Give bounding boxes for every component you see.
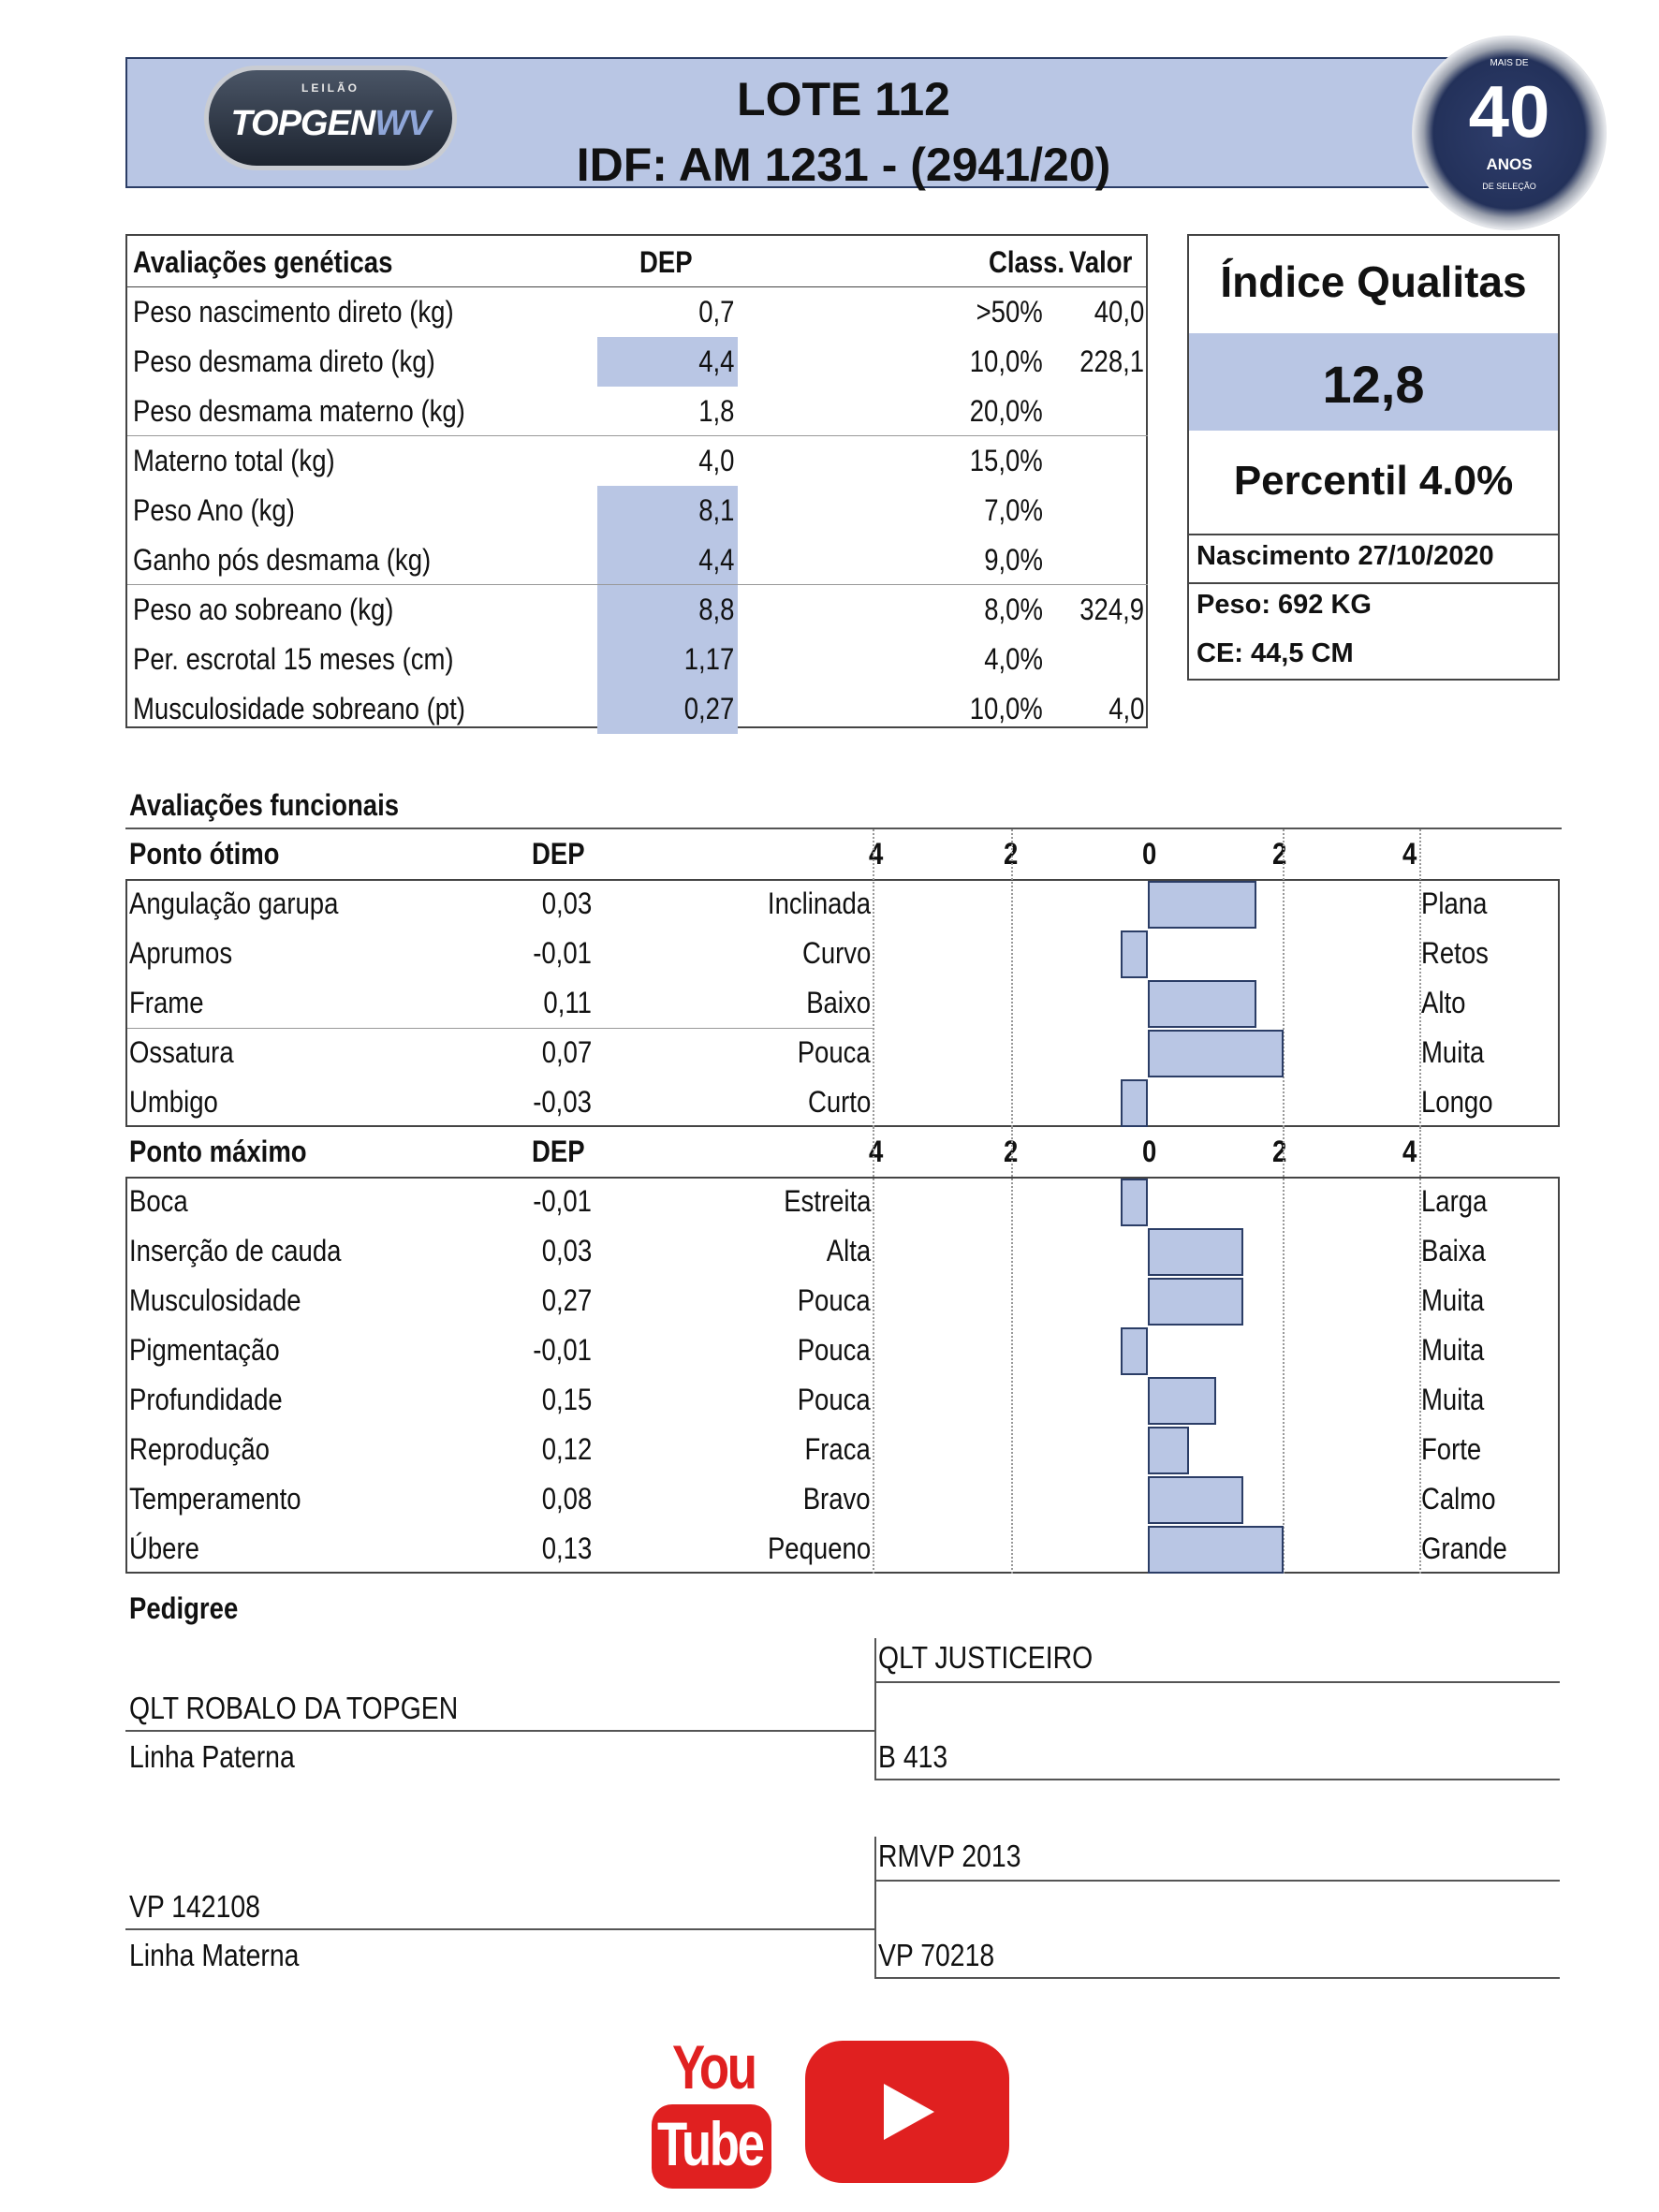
functional-row-left-label: Estreita bbox=[783, 1184, 871, 1218]
genetic-row-name: Musculosidade sobreano (pt) bbox=[133, 692, 465, 725]
otimo-title: Ponto ótimo bbox=[129, 837, 280, 871]
maximo-title: Ponto máximo bbox=[129, 1135, 307, 1168]
otimo-scale-tick: 4 bbox=[1402, 837, 1417, 871]
seal-number: 40 bbox=[1468, 70, 1550, 153]
functional-row-name: Boca bbox=[129, 1184, 188, 1218]
sire-line-label: Linha Paterna bbox=[129, 1739, 295, 1774]
genetic-header-title: Avaliações genéticas bbox=[133, 245, 393, 279]
otimo-scale-tick: 2 bbox=[1004, 837, 1019, 871]
dam-name: VP 142108 bbox=[129, 1889, 260, 1924]
otimo-dep-label: DEP bbox=[532, 837, 585, 871]
functional-row-right-label: Baixa bbox=[1421, 1234, 1486, 1267]
percentile: Percentil 4.0% bbox=[1233, 458, 1514, 504]
functional-row-left-label: Bravo bbox=[803, 1482, 871, 1516]
functional-row-dep: 0,15 bbox=[541, 1383, 592, 1416]
genetic-row-class: 15,0% bbox=[969, 444, 1043, 477]
functional-row-left-label: Pouca bbox=[797, 1035, 871, 1069]
functional-row-right-label: Larga bbox=[1421, 1184, 1488, 1218]
functional-row-name: Úbere bbox=[129, 1531, 199, 1565]
qualitas-value: 12,8 bbox=[1322, 355, 1425, 414]
functional-bar bbox=[1121, 930, 1148, 978]
functional-bar bbox=[1148, 1377, 1216, 1425]
ce: CE: 44,5 CM bbox=[1197, 638, 1354, 668]
play-icon bbox=[805, 2041, 1009, 2183]
functional-row-dep: 0,12 bbox=[541, 1432, 592, 1466]
genetic-row-class: 7,0% bbox=[984, 493, 1043, 527]
functional-row-right-label: Longo bbox=[1421, 1085, 1493, 1119]
genetic-header-value: Valor bbox=[1069, 245, 1133, 279]
functional-row-right-label: Muita bbox=[1421, 1383, 1485, 1416]
maximo-scale-tick: 4 bbox=[1402, 1135, 1417, 1168]
functional-row-right-label: Forte bbox=[1421, 1432, 1482, 1466]
functional-row-left-label: Pouca bbox=[797, 1333, 871, 1367]
functional-row-name: Frame bbox=[129, 986, 204, 1019]
genetic-row-class: 10,0% bbox=[969, 344, 1043, 378]
functional-bar bbox=[1148, 980, 1256, 1028]
functional-row-right-label: Muita bbox=[1421, 1283, 1485, 1317]
functional-row-right-label: Retos bbox=[1421, 936, 1489, 970]
genetic-row-class: >50% bbox=[976, 295, 1043, 329]
functional-bar bbox=[1121, 1327, 1148, 1375]
genetic-row-class: 9,0% bbox=[984, 543, 1043, 577]
anniversary-seal: MAIS DE 40 ANOS DE SELEÇÃO bbox=[1412, 36, 1607, 230]
functional-row-name: Ossatura bbox=[129, 1035, 234, 1069]
functional-row-right-label: Calmo bbox=[1421, 1482, 1496, 1516]
genetic-row-name: Peso ao sobreano (kg) bbox=[133, 593, 394, 626]
genetic-row-value: 40,0 bbox=[1094, 295, 1144, 329]
functional-title: Avaliações funcionais bbox=[129, 788, 400, 822]
genetic-row-name: Peso desmama direto (kg) bbox=[133, 344, 435, 378]
functional-row-left-label: Pouca bbox=[797, 1283, 871, 1317]
genetic-row-dep: 1,8 bbox=[697, 394, 734, 428]
dam-sire: RMVP 2013 bbox=[878, 1838, 1021, 1873]
genetic-row-dep: 1,17 bbox=[683, 642, 734, 676]
maximo-scale-tick: 2 bbox=[1272, 1135, 1287, 1168]
genetic-row-dep: 8,1 bbox=[697, 493, 734, 527]
otimo-scale-tick: 4 bbox=[869, 837, 884, 871]
functional-row-left-label: Baixo bbox=[806, 986, 871, 1019]
qualitas-title: Índice Qualitas bbox=[1220, 257, 1527, 306]
genetic-row-dep: 4,0 bbox=[697, 444, 734, 477]
functional-row-right-label: Alto bbox=[1421, 986, 1466, 1019]
genetic-row-value bbox=[1045, 535, 1144, 585]
birth-date: Nascimento 27/10/2020 bbox=[1197, 541, 1494, 571]
functional-row-dep: 0,11 bbox=[543, 986, 592, 1019]
maximo-scale-tick: 2 bbox=[1004, 1135, 1019, 1168]
genetic-row-value bbox=[1045, 436, 1144, 486]
functional-row-name: Musculosidade bbox=[129, 1283, 301, 1317]
genetic-row-dep: 0,7 bbox=[697, 295, 734, 329]
sire-dam: B 413 bbox=[878, 1739, 948, 1774]
functional-row-left-label: Curto bbox=[807, 1085, 871, 1119]
functional-bar bbox=[1121, 1079, 1148, 1127]
functional-bar bbox=[1148, 881, 1256, 929]
genetic-row-value bbox=[1045, 486, 1144, 535]
genetic-table bbox=[125, 234, 1148, 728]
lot-title: LOTE 112 bbox=[737, 73, 950, 125]
genetic-row-value bbox=[1045, 387, 1144, 436]
functional-row-left-label: Curvo bbox=[801, 936, 871, 970]
qualitas-box bbox=[1187, 234, 1560, 681]
genetic-row-dep: 4,4 bbox=[697, 543, 734, 577]
functional-bar bbox=[1148, 1526, 1284, 1574]
logo-top-text: LEILÃO bbox=[301, 81, 360, 95]
otimo-scale-tick: 0 bbox=[1142, 837, 1157, 871]
functional-row-right-label: Muita bbox=[1421, 1035, 1485, 1069]
maximo-scale-tick: 4 bbox=[869, 1135, 884, 1168]
functional-row-left-label: Fraca bbox=[804, 1432, 871, 1466]
sire-sire: QLT JUSTICEIRO bbox=[878, 1640, 1094, 1675]
genetic-row-name: Materno total (kg) bbox=[133, 444, 335, 477]
topgen-logo bbox=[204, 66, 457, 170]
functional-row-right-label: Plana bbox=[1421, 886, 1488, 920]
logo-brand: TOPGENWV bbox=[230, 104, 431, 143]
genetic-header-dep: DEP bbox=[639, 245, 693, 279]
functional-bar bbox=[1148, 1476, 1243, 1524]
genetic-row-dep: 0,27 bbox=[683, 692, 734, 725]
functional-row-dep: -0,03 bbox=[533, 1085, 592, 1119]
functional-bar bbox=[1121, 1179, 1148, 1226]
genetic-row-name: Ganho pós desmama (kg) bbox=[133, 543, 432, 577]
functional-bar bbox=[1148, 1030, 1284, 1077]
functional-row-name: Profundidade bbox=[129, 1383, 283, 1416]
genetic-row-name: Peso Ano (kg) bbox=[133, 493, 295, 527]
genetic-row-name: Peso desmama materno (kg) bbox=[133, 394, 465, 428]
genetic-row-class: 20,0% bbox=[969, 394, 1043, 428]
genetic-row-name: Per. escrotal 15 meses (cm) bbox=[133, 642, 454, 676]
pedigree-title: Pedigree bbox=[129, 1591, 239, 1625]
functional-row-name: Reprodução bbox=[129, 1432, 270, 1466]
genetic-row-class: 8,0% bbox=[984, 593, 1043, 626]
functional-bar bbox=[1148, 1228, 1243, 1276]
functional-row-dep: 0,13 bbox=[541, 1531, 592, 1565]
weight: Peso: 692 KG bbox=[1197, 590, 1372, 620]
youtube-wordmark[interactable]: You Tube bbox=[648, 2031, 779, 2190]
functional-row-dep: 0,07 bbox=[541, 1035, 592, 1069]
dam-dam: VP 70218 bbox=[878, 1938, 995, 1972]
functional-row-dep: 0,27 bbox=[541, 1283, 592, 1317]
genetic-row-class: 10,0% bbox=[969, 692, 1043, 725]
genetic-row-value bbox=[1045, 635, 1144, 684]
maximo-dep-label: DEP bbox=[532, 1135, 585, 1168]
seal-label: ANOS bbox=[1486, 155, 1533, 173]
genetic-row-dep: 4,4 bbox=[697, 344, 734, 378]
functional-row-dep: 0,03 bbox=[541, 1234, 592, 1267]
genetic-header-class: Class. bbox=[989, 245, 1065, 279]
functional-bar bbox=[1148, 1427, 1189, 1474]
genetic-row-name: Peso nascimento direto (kg) bbox=[133, 295, 454, 329]
genetic-row-dep: 8,8 bbox=[697, 593, 734, 626]
dam-line-label: Linha Materna bbox=[129, 1938, 300, 1972]
functional-row-name: Aprumos bbox=[129, 936, 233, 970]
maximo-scale-tick: 0 bbox=[1142, 1135, 1157, 1168]
functional-row-left-label: Alta bbox=[826, 1234, 871, 1267]
functional-row-dep: 0,03 bbox=[541, 886, 592, 920]
functional-row-left-label: Inclinada bbox=[767, 886, 871, 920]
functional-row-dep: -0,01 bbox=[533, 936, 592, 970]
functional-bar bbox=[1148, 1278, 1243, 1326]
genetic-row-class: 4,0% bbox=[984, 642, 1043, 676]
genetic-row-value: 4,0 bbox=[1108, 692, 1144, 725]
functional-row-name: Angulação garupa bbox=[129, 886, 339, 920]
functional-row-name: Umbigo bbox=[129, 1085, 218, 1119]
functional-row-dep: 0,08 bbox=[541, 1482, 592, 1516]
youtube-play-button[interactable] bbox=[805, 2041, 1009, 2183]
otimo-scale-tick: 2 bbox=[1272, 837, 1287, 871]
functional-row-name: Temperamento bbox=[129, 1482, 301, 1516]
functional-row-right-label: Muita bbox=[1421, 1333, 1485, 1367]
functional-row-left-label: Pouca bbox=[797, 1383, 871, 1416]
functional-row-dep: -0,01 bbox=[533, 1333, 592, 1367]
functional-row-dep: -0,01 bbox=[533, 1184, 592, 1218]
functional-row-name: Inserção de cauda bbox=[129, 1234, 342, 1267]
genetic-row-value: 228,1 bbox=[1079, 344, 1144, 378]
functional-row-name: Pigmentação bbox=[129, 1333, 280, 1367]
sire-name: QLT ROBALO DA TOPGEN bbox=[129, 1691, 459, 1725]
idf-title: IDF: AM 1231 - (2941/20) bbox=[576, 139, 1111, 191]
genetic-row-value: 324,9 bbox=[1079, 593, 1144, 626]
functional-row-right-label: Grande bbox=[1421, 1531, 1507, 1565]
functional-row-left-label: Pequeno bbox=[767, 1531, 871, 1565]
